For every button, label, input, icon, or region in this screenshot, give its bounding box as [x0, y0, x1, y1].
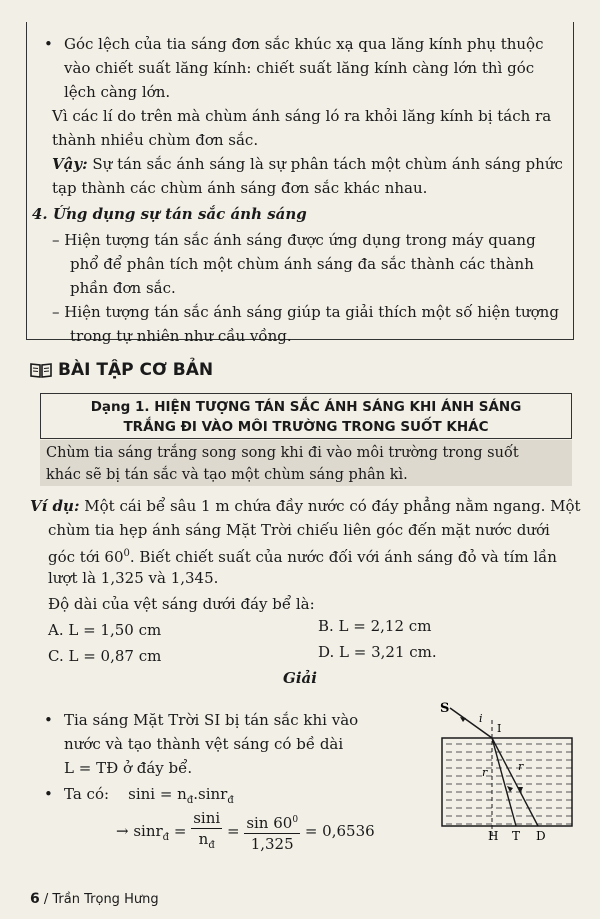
- example-line: [30, 494, 581, 518]
- option-c: C. L = 0,87 cm: [48, 647, 162, 665]
- conclusion-line: tạp thành các chùm ánh sáng đơn sắc khác nhau.: [52, 179, 428, 197]
- example-line: chùm tia hẹp ánh sáng Mặt Trời chiếu liên góc đến mặt nước dưới: [48, 521, 550, 539]
- application-line: phần đơn sắc.: [70, 279, 176, 297]
- bullet-line: lệch càng lớn.: [64, 83, 171, 101]
- application-line: trong tự nhiên như cầu vồng.: [70, 327, 292, 345]
- fraction: $\frac{\sin i}{n_đ}$: [193, 809, 221, 851]
- author: / Trần Trọng Hưng: [43, 892, 159, 907]
- label-d: D: [536, 829, 546, 843]
- water-tank: [442, 738, 572, 826]
- section-title-text: BÀI TẬP CƠ BẢN: [58, 360, 214, 380]
- bullet-dot: •: [44, 785, 53, 803]
- section-title: [30, 360, 213, 380]
- example-line: góc tới $60^0$. Biết chiết suất của nước đối với ánh sáng đỏ và tím lần: [48, 548, 557, 566]
- label-s: S: [440, 701, 450, 716]
- vay-label: Vậy:: [52, 155, 88, 173]
- bullet-dot: •: [44, 35, 53, 53]
- summary-line: Chùm tia sáng trắng song song khi đi vào môi trường trong suốt: [46, 445, 519, 461]
- label-i: i: [479, 712, 483, 725]
- label-t: T: [512, 829, 521, 843]
- paragraph-line: Vì các lí do trên mà chùm ánh sáng ló ra khỏi lăng kính bị tách ra: [52, 107, 552, 125]
- option-d: D. L = 3,21 cm.: [318, 643, 437, 661]
- bullet-line: Góc lệch của tia sáng đơn sắc khúc xạ qua lăng kính phụ thuộc: [64, 35, 544, 53]
- solution-line: Ta có: $\sin i = n_đ.\sin r_đ$: [64, 785, 234, 806]
- formula: → sinr$_đ$ = $\frac{\sin i}{n_đ}$ = $\frac{\sin 60^0}{1,325}$ = 0,6536: [116, 808, 375, 856]
- vay-text: Sự tán sắc ánh sáng là sự phân tách một chùm ánh sáng phức: [92, 155, 563, 173]
- solution-title: Giải: [283, 669, 317, 687]
- bullet-line: vào chiết suất lăng kính: chiết suất lăng kính càng lớn thì góc: [64, 59, 535, 77]
- application-line: – Hiện tượng tán sắc ánh sáng giúp ta giải thích một số hiện tượng: [52, 303, 559, 321]
- question: Độ dài của vệt sáng dưới đáy bể là:: [48, 595, 315, 613]
- application-line: phổ để phân tích một chùm ánh sáng đa sắc thành các thành: [70, 255, 534, 273]
- incident-ray: [450, 708, 492, 738]
- problem-type-box: [40, 393, 572, 439]
- refraction-diagram: [436, 700, 584, 846]
- heading-4: 4. Ứng dụng sự tán sắc ánh sáng: [32, 205, 307, 223]
- label-rd: r: [518, 760, 524, 773]
- label-I: I: [497, 722, 502, 735]
- solution-line: Tia sáng Mặt Trời SI bị tán sắc khi vào: [64, 711, 359, 729]
- label-rt: r: [482, 766, 488, 779]
- label-h: H: [488, 829, 499, 843]
- example-text: Một cái bể sâu 1 m chứa đầy nước có đáy phẳng nằm ngang. Một: [84, 497, 581, 515]
- example-line: lượt là 1,325 và 1,345.: [48, 569, 219, 587]
- application-line: – Hiện tượng tán sắc ánh sáng được ứng dụng trong máy quang: [52, 231, 536, 249]
- problem-type-line: Dạng 1. HIỆN TƯỢNG TÁN SẮC ÁNH SÁNG KHI ÁNH SÁNG: [90, 399, 522, 415]
- book-icon: [30, 362, 52, 378]
- fraction: $\frac{\sin 60^0}{1,325}$: [244, 810, 300, 854]
- example-label: Ví dụ:: [30, 497, 80, 515]
- solution-line: L = TĐ ở đáy bể.: [64, 759, 193, 777]
- conclusion-line: [52, 152, 563, 176]
- problem-type-line: TRẮNG ĐI VÀO MÔI TRƯỜNG TRONG SUỐT KHÁC: [123, 419, 489, 435]
- option-b: B. L = 2,12 cm: [318, 617, 432, 635]
- paragraph-line: thành nhiều chùm đơn sắc.: [52, 131, 259, 149]
- solution-line: nước và tạo thành vệt sáng có bề dài: [64, 735, 344, 753]
- bullet-dot: •: [44, 711, 53, 729]
- summary-line: khác sẽ bị tán sắc và tạo một chùm sáng phân kì.: [46, 467, 408, 483]
- page-number: 6: [30, 891, 40, 907]
- page-footer: [30, 891, 159, 907]
- option-a: A. L = 1,50 cm: [48, 621, 162, 639]
